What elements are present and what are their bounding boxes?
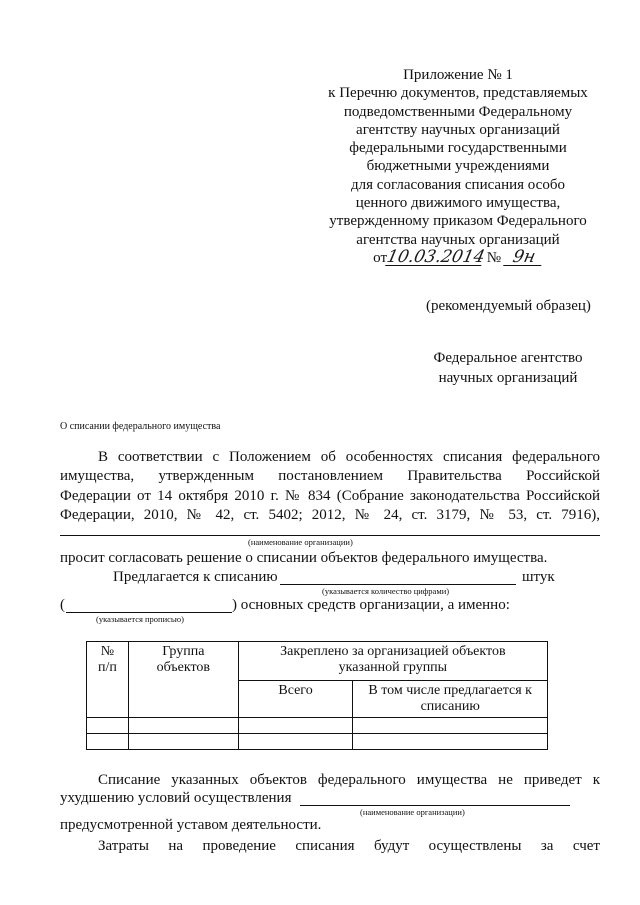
header-line: для согласования списания особо — [351, 176, 565, 193]
table-cell[interactable] — [128, 734, 238, 750]
paragraph-line: Списание указанных объектов федерального имущества не приведет к — [98, 772, 600, 788]
col-number-header: № п/п — [87, 642, 129, 718]
org-name-blank-2[interactable] — [300, 805, 570, 806]
handwritten-date: 10.03.2014 — [384, 246, 487, 267]
header-line: агентству научных организаций — [356, 121, 560, 138]
caption-org-name: (наименование организации) — [248, 537, 353, 547]
header-line: Приложение № 1 — [403, 67, 513, 83]
table-cell[interactable] — [238, 734, 353, 750]
header-line: ценного движимого имущества, — [355, 195, 561, 212]
paragraph-intro — [60, 448, 600, 526]
table-cell[interactable] — [353, 718, 548, 734]
col-group-header: Группа объектов — [128, 642, 238, 718]
words-line-rest: ) основных средств организации, а именно: — [232, 597, 510, 613]
addressee-line: Федеральное агентство — [433, 350, 583, 366]
header-line: бюджетными учреждениями — [366, 158, 550, 175]
count-digits-blank[interactable] — [280, 584, 516, 585]
table-cell[interactable] — [353, 734, 548, 750]
col-total-header: Всего — [238, 681, 353, 718]
table-cell[interactable] — [128, 718, 238, 734]
header-line: к Перечню документов, представляемых — [328, 85, 588, 102]
table-header-row — [87, 642, 548, 681]
table-row — [87, 734, 548, 750]
subject-line: О списании федерального имущества — [60, 421, 221, 432]
paragraph-line: Федерации, 2010, № 42, ст. 5402; 2012, № 24, ст. 3179, № 53, ст. 7916), — [60, 507, 600, 524]
header-line: утвержденному приказом Федерального — [329, 213, 587, 230]
words-open-paren: ( — [60, 597, 65, 613]
paragraph-line: имущества, утвержденным постановлением Правительства Российской — [60, 468, 600, 485]
header-line: агентства научных организаций — [356, 231, 560, 248]
table-row — [87, 718, 548, 734]
request-line: просит согласовать решение о списании объектов федерального имущества. — [60, 550, 548, 566]
order-date-line — [300, 246, 616, 267]
addressee — [410, 348, 606, 388]
paragraph-line: ухудшению условий осуществления — [60, 790, 292, 806]
col-assigned-header: Закреплено за организацией объектов указанной группы — [238, 642, 547, 681]
table-cell[interactable] — [87, 718, 129, 734]
date-prefix: от — [373, 249, 388, 266]
paragraph-costs — [60, 837, 600, 856]
header-line: подведомственными Федеральному — [343, 103, 573, 120]
in-words-blank[interactable] — [66, 612, 232, 613]
table-cell[interactable] — [238, 718, 353, 734]
col-included-header: В том числе предлагается к списанию — [353, 681, 548, 718]
table-cell[interactable] — [87, 734, 129, 750]
header-line: федеральными государственными — [349, 140, 567, 157]
handwritten-number: 9н — [503, 249, 545, 266]
addressee-line: научных организаций — [438, 370, 578, 386]
paragraph-conditions — [60, 771, 600, 790]
org-name-blank[interactable] — [60, 535, 600, 536]
caption-count-digits: (указывается количество цифрами) — [322, 586, 450, 596]
paragraph-line: Федерации от 14 октября 2010 г. № 834 (Собрание законодательства Российской — [60, 487, 600, 504]
assets-table — [86, 641, 548, 750]
proposed-prefix: Предлагается к списанию — [113, 569, 278, 585]
proposed-suffix: штук — [522, 569, 555, 585]
paragraph-line: предусмотренной уставом деятельности. — [60, 817, 322, 833]
caption-org-name-2: (наименование организации) — [360, 807, 465, 817]
sample-note: (рекомендуемый образец) — [426, 298, 591, 314]
paragraph-line: В соответствии с Положением об особенностях списания федерального — [98, 449, 600, 465]
number-label: № — [486, 249, 502, 266]
appendix-header — [300, 66, 616, 267]
paragraph-line: Затраты на проведение списания будут осуществлены за счет — [98, 838, 600, 854]
caption-in-words: (указывается прописью) — [96, 614, 184, 624]
